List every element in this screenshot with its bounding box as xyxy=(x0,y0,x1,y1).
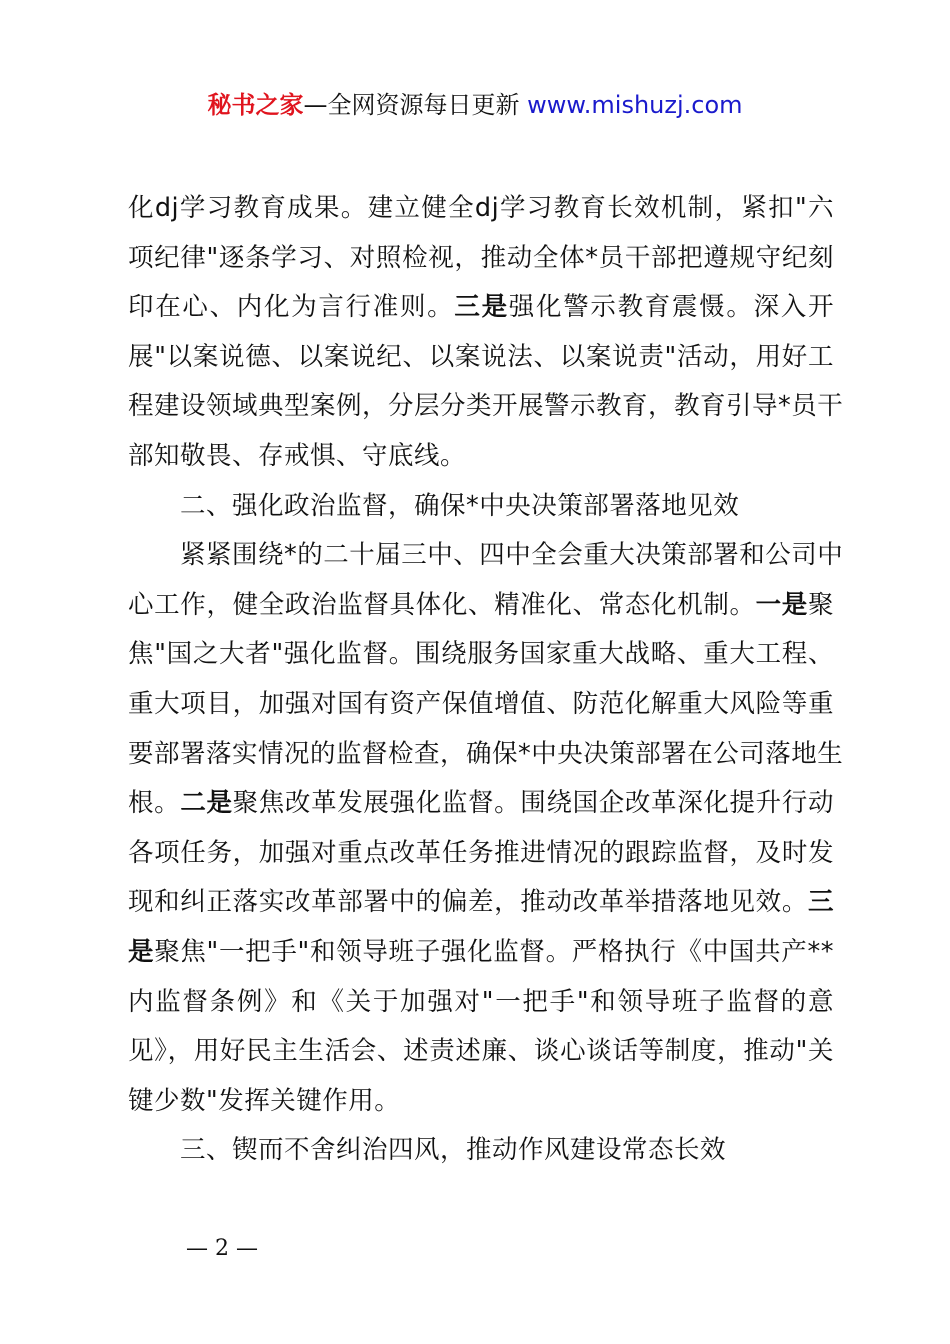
text-run: 聚 xyxy=(807,589,834,620)
text-run: 印在心、内化为言行准则。 xyxy=(128,292,455,323)
section-heading-3: 三、锲而不舍纠治四风，推动作风建设常态长效 xyxy=(180,1135,727,1166)
text-line xyxy=(128,878,834,928)
text-line: 部知敬畏、存戒惧、守底线。 xyxy=(128,440,467,471)
text-run: 心工作，健全政治监督具体化、精准化、常态化机制。 xyxy=(128,589,756,620)
paragraph-continued xyxy=(128,184,844,482)
text-line: 焦"国之大者"强化监督。围绕服务国家重大战略、重大工程、 xyxy=(128,639,834,670)
site-url-link[interactable]: www.mishuzj.com xyxy=(527,91,743,119)
bold-run: 二是 xyxy=(180,788,233,819)
text-line: 键少数"发挥关键作用。 xyxy=(128,1085,401,1116)
text-line: 紧紧围绕*的二十届三中、四中全会重大决策部署和公司中 xyxy=(180,540,844,571)
bold-run: 一是 xyxy=(755,589,808,620)
section-heading-2: 二、强化政治监督，确保*中央决策部署落地见效 xyxy=(180,490,740,521)
text-line: 化dj学习教育成果。建立健全dj学习教育长效机制，紧扣"六 xyxy=(128,193,834,223)
text-line: 要部署落实情况的监督检查，确保*中央决策部署在公司落地生 xyxy=(128,738,844,769)
text-run: 聚焦改革发展强化监督。围绕国企改革深化提升行动 xyxy=(232,788,834,819)
text-run: 现和纠正落实改革部署中的偏差，推动改革举措落地见效。 xyxy=(128,887,808,918)
site-brand: 秘书之家 xyxy=(207,91,304,119)
document-body xyxy=(128,184,844,1176)
site-tagline: —全网资源每日更新 xyxy=(303,91,520,119)
text-line xyxy=(128,928,834,978)
bold-run: 是 xyxy=(128,936,155,967)
text-run: 根。 xyxy=(128,788,181,819)
text-line: 见》，用好民主生活会、述责述廉、谈心谈话等制度，推动"关 xyxy=(128,1036,834,1067)
site-banner xyxy=(0,88,950,122)
text-line xyxy=(128,283,834,333)
text-line: 项纪律"逐条学习、对照检视，推动全体*员干部把遵规守纪刻 xyxy=(128,242,834,273)
text-line: 重大项目，加强对国有资产保值增值、防范化解重大风险等重 xyxy=(128,688,834,719)
bold-run: 三 xyxy=(807,887,834,918)
page-number: — 2 — xyxy=(186,1236,258,1261)
text-run: 聚焦"一把手"和领导班子强化监督。严格执行《中国共产** xyxy=(154,936,834,967)
text-line: 内监督条例》和《关于加强对"一把手"和领导班子监督的意 xyxy=(128,986,834,1017)
text-line xyxy=(128,581,834,631)
text-line: 各项任务，加强对重点改革任务推进情况的跟踪监督，及时发 xyxy=(128,837,834,868)
text-line: 程建设领域典型案例，分层分类开展警示教育，教育引导*员干 xyxy=(128,391,844,422)
text-line: 展"以案说德、以案说纪、以案说法、以案说责"活动，用好工 xyxy=(128,341,834,372)
text-run: 强化警示教育震慑。深入开 xyxy=(508,292,834,323)
text-line xyxy=(128,779,834,829)
paragraph-political-supervision xyxy=(128,531,844,1126)
bold-run: 三是 xyxy=(454,292,509,323)
